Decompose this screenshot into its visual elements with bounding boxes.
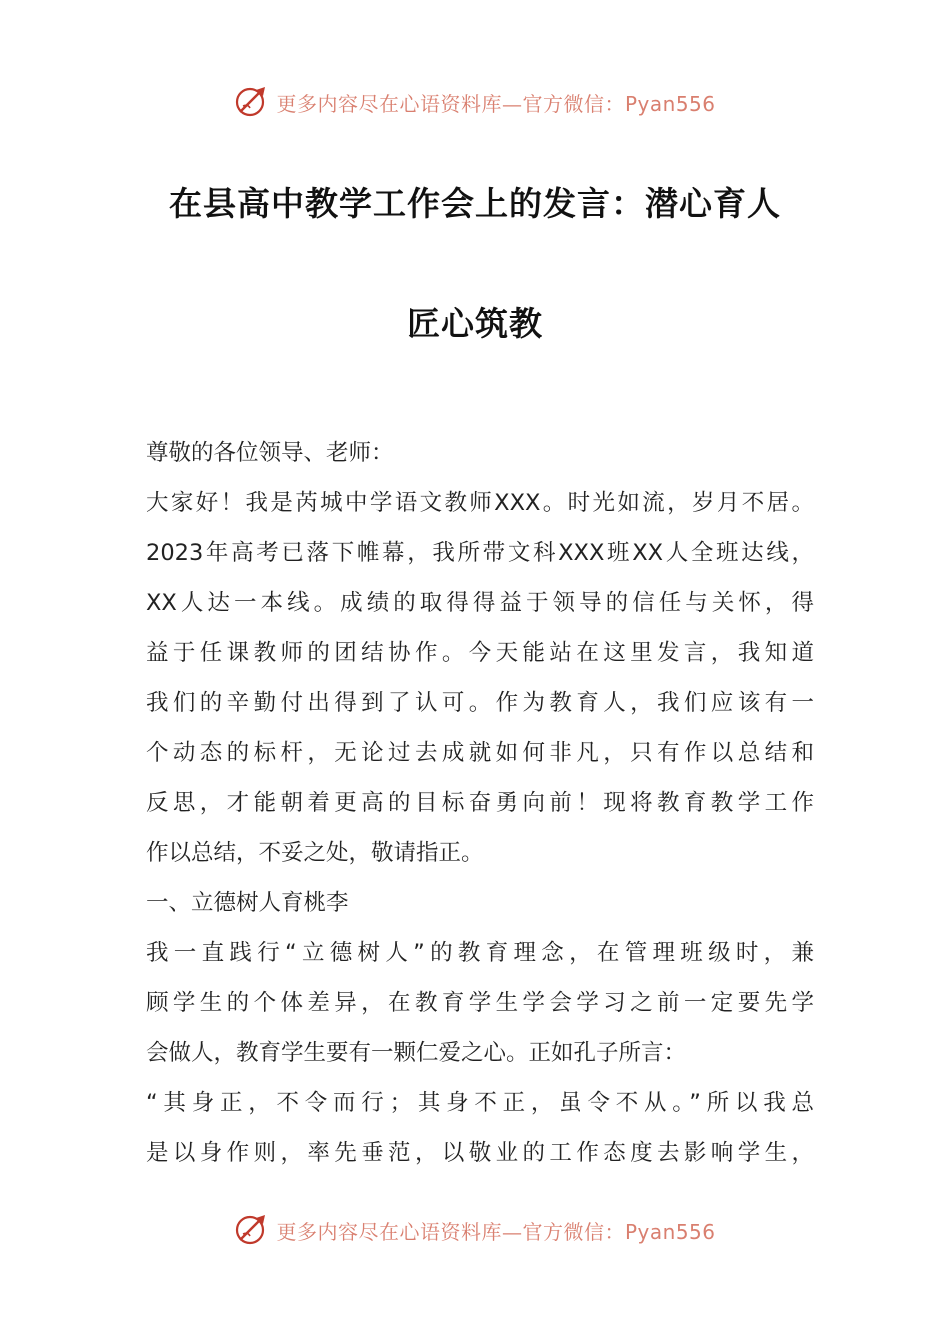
body-line: 益于任课教师的团结协作。今天能站在这里发言，我知道 [146, 640, 814, 666]
body-line: 个动态的标杆，无论过去成就如何非凡，只有作以总结和 [146, 740, 814, 766]
footer-watermark-banner [0, 1210, 950, 1250]
watermark-text: 更多内容尽在心语资料库—官方微信：Pyan556 [276, 91, 716, 116]
body-line: 会做人，教育学生要有一颗仁爱之心。正如孔子所言： [146, 1040, 687, 1066]
watermark-text: 更多内容尽在心语资料库—官方微信：Pyan556 [276, 1219, 716, 1244]
body-line: 作以总结，不妥之处，敬请指正。 [146, 840, 484, 866]
body-line: 反思，才能朝着更高的目标奋勇向前！现将教育教学工作 [146, 790, 814, 816]
body-line: 我一直践行“立德树人”的教育理念，在管理班级时，兼 [146, 940, 814, 966]
document-title-line-1: 在县高中教学工作会上的发言：潜心育人 [169, 184, 781, 223]
section-heading: 一、立德树人育桃李 [146, 890, 349, 916]
body-line: 2023年高考已落下帷幕，我所带文科XXX班XX人全班达线， [146, 540, 814, 566]
body-line: 顾学生的个体差异，在教育学生学会学习之前一定要先学 [146, 990, 814, 1016]
document-body [146, 428, 814, 1178]
pen-logo-icon [234, 84, 270, 120]
body-line: 大家好！我是芮城中学语文教师XXX。时光如流，岁月不居。 [146, 490, 814, 516]
pen-logo-icon [234, 1212, 270, 1248]
salutation: 尊敬的各位领导、老师： [146, 440, 394, 466]
body-line: 我们的辛勤付出得到了认可。作为教育人，我们应该有一 [146, 690, 814, 716]
body-line: XX人达一本线。成绩的取得得益于领导的信任与关怀，得 [146, 590, 814, 616]
document-title-line-2: 匠心筑教 [407, 304, 543, 343]
body-line: 是以身作则，率先垂范，以敬业的工作态度去影响学生， [146, 1140, 814, 1166]
header-watermark-banner [0, 82, 950, 122]
body-line: “其身正，不令而行；其身不正，虽令不从。”所以我总 [146, 1090, 814, 1116]
